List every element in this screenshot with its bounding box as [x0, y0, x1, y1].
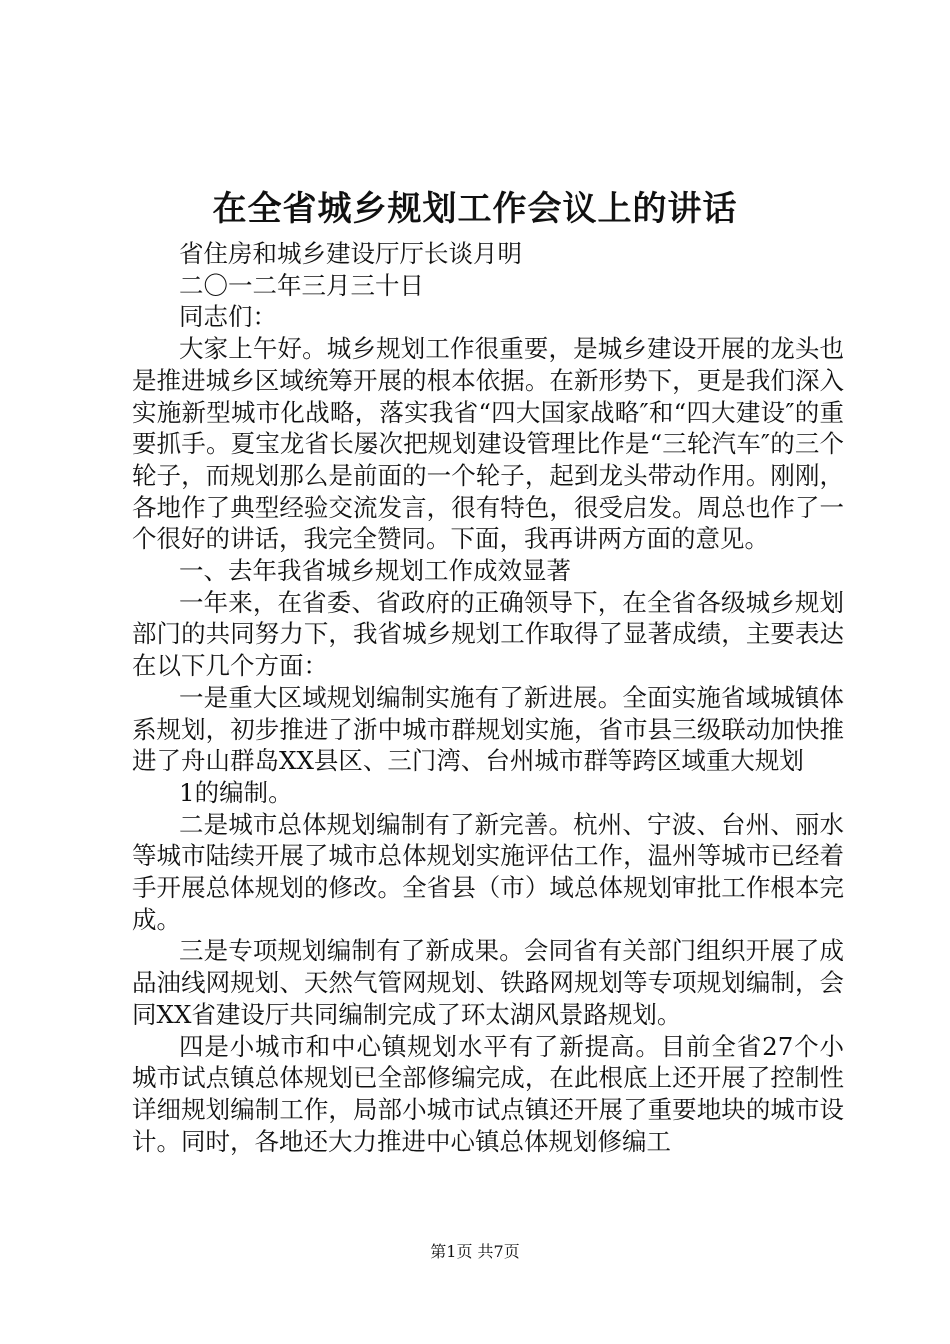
date-line: 二〇一二年三月三十日 [179, 270, 424, 300]
salutation: 同志们： [179, 302, 277, 332]
section-heading: 一、去年我省城乡规划工作成效显著 [179, 556, 571, 586]
body-paragraph: 三是专项规划编制有了新成果。会同省有关部门组织开展了成品油线网规划、天然气管网规划、铁路网规划等专项规划编制，会同XX省建设厅共同编制完成了环太湖风景路规划。 [132, 936, 844, 1029]
document-body [132, 238, 844, 1157]
body-paragraph: 一年来，在省委、省政府的正确领导下，在全省各级城乡规划部门的共同努力下，我省城乡规划工作取得了显著成绩，主要表达在以下几个方面： [132, 587, 844, 681]
body-paragraph: 二是城市总体规划编制有了新完善。杭州、宁波、台州、丽水等城市陆续开展了城市总体规划实施评估工作，温州等城市已经着手开展总体规划的修改。全省县（市）域总体规划审批工作根本完成。 [132, 809, 844, 934]
body-paragraph: 大家上午好。城乡规划工作很重要，是城乡建设开展的龙头也是推进城乡区域统筹开展的根本依据。在新形势下，更是我们深入实施新型城市化战略，落实我省“四大国家战略″和“四大建设″的重要抓手。夏宝龙省长屡次把规划建设管理比作是“三轮汽车″的三个轮子，而规划那么是前面的一个轮子，起到龙头带动作用。刚刚，各地作了典型经验交流发言，很有特色，很受启发。周总也作了一个很好的讲话，我完全赞同。下面，我再讲两方面的意见。 [132, 334, 844, 554]
page-number: 第1页 共7页 [430, 1242, 520, 1261]
body-paragraph: 1的编制。 [179, 777, 293, 807]
document-title: 在全省城乡规划工作会议上的讲话 [212, 189, 738, 229]
body-paragraph: 四是小城市和中心镇规划水平有了新提高。目前全省27个小城市试点镇总体规划已全部修编完成，在此根底上还开展了控制性详细规划编制工作，局部小城市试点镇还开展了重要地块的城市设计。同时，各地还大力推进中心镇总体规划修编工 [132, 1031, 844, 1156]
speaker-line: 省住房和城乡建设厅厅长谈月明 [179, 239, 522, 268]
body-paragraph: 一是重大区域规划编制实施有了新进展。全面实施省域城镇体系规划，初步推进了浙中城市群规划实施，省市县三级联动加快推进了舟山群岛XX县区、三门湾、台州城市群等跨区域重大规划 [132, 682, 844, 776]
